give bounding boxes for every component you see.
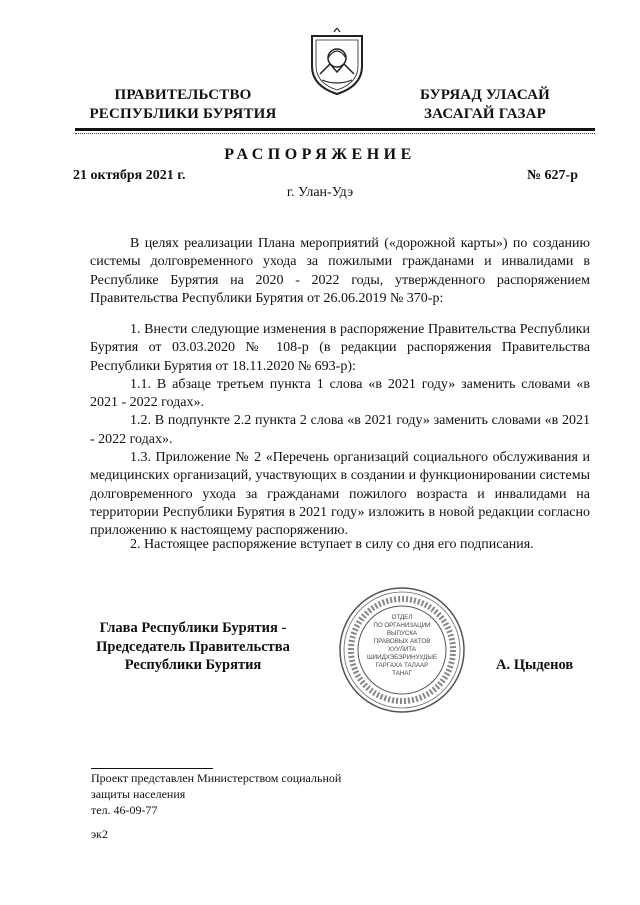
item-1: 1. Внести следующие изменения в распоряжение Правительства Республики Бурятия от 03.03.2020 № 108-р (в редакции распоряжения Правительства Республики Бурятия от 18.11.2020 № 693-р):: [90, 322, 590, 374]
header-right-line1: БУРЯАД УЛАСАЙ: [419, 87, 551, 103]
document-number: № 627-р: [526, 168, 578, 183]
footer-line1: Проект представлен Министерством социальной: [91, 771, 342, 785]
official-seal: [338, 586, 466, 714]
header-left: [68, 86, 298, 124]
seal-line3: ВЫПУСКА: [386, 630, 418, 637]
header-divider-thick: [75, 128, 595, 131]
footer-line2: защиты населения: [91, 787, 186, 801]
seal-line2: ПО ОРГАНИЗАЦИИ: [373, 622, 431, 629]
header-left-line2: РЕСПУБЛИКИ БУРЯТИЯ: [89, 106, 277, 122]
seal-line7: ГАРГАХА ТАЛААР: [375, 662, 429, 669]
footer-note: [91, 770, 341, 818]
intro-paragraph: [90, 235, 590, 308]
document-title: РАСПОРЯЖЕНИЕ: [224, 146, 416, 163]
signatory-line3: Республики Бурятия: [124, 657, 262, 673]
seal-text: [362, 614, 442, 678]
footer-divider: [91, 768, 213, 769]
signatory-line2: Председатель Правительства: [96, 638, 290, 655]
item-1-3: 1.3. Приложение № 2 «Перечень организаций социального обслуживания и медицинских организаций, участвующих в создании и функционировании системы долговременного ухода за гражданами пожилого возраста и инвалидами на территории Республики Бурятия в 2021 году» изложить в новой редакции согласно приложению к настоящему распоряжению.: [90, 450, 590, 539]
items-block: [90, 321, 590, 541]
header-left-line1: ПРАВИТЕЛЬСТВО: [114, 87, 252, 103]
seal-line6: ШИИДХЭБЭРИНУУДЫЕ: [367, 654, 437, 661]
item-1-2: 1.2. В подпункте 2.2 пункта 2 слова «в 2021 году» заменить словами «в 2021 - 2022 годах».: [90, 413, 590, 447]
signatory-title: [62, 619, 324, 675]
header-right-line2: ЗАСАГАЙ ГАЗАР: [424, 106, 546, 122]
seal-line1: ОТДЕЛ: [391, 614, 413, 621]
coat-of-arms-emblem: [308, 28, 366, 96]
intro-text: В целях реализации Плана мероприятий («дорожной карты») по созданию системы долговременного ухода за пожилыми гражданами и инвалидами в Республике Бурятия на 2020 - 2022 годы, утвержденного распоряжением Правительства Республики Бурятия от 26.06.2019 № 370-р:: [90, 236, 590, 306]
seal-line8: ТАНАГ: [392, 670, 412, 677]
item-2: 2. Настоящее распоряжение вступает в силу со дня его подписания.: [130, 537, 534, 552]
seal-line4: ПРАВОВЫХ АКТОВ: [373, 638, 431, 645]
item-2-block: [90, 536, 590, 554]
footer-line3: тел. 46-09-77: [91, 803, 158, 817]
signatory-line1: Глава Республики Бурятия -: [99, 620, 287, 636]
signatory-name: А. Цыденов: [496, 657, 574, 673]
header-divider-thin: [75, 133, 595, 134]
footer-code: эк2: [91, 827, 108, 841]
document-city: г. Улан-Удэ: [286, 185, 354, 200]
document-date: 21 октября 2021 г.: [73, 168, 186, 183]
header-right: [385, 86, 585, 124]
seal-line5: ХУУЛИТА: [388, 646, 416, 653]
item-1-1: 1.1. В абзаце третьем пункта 1 слова «в 2021 году» заменить словами «в 2021 - 2022 годах».: [90, 376, 590, 411]
